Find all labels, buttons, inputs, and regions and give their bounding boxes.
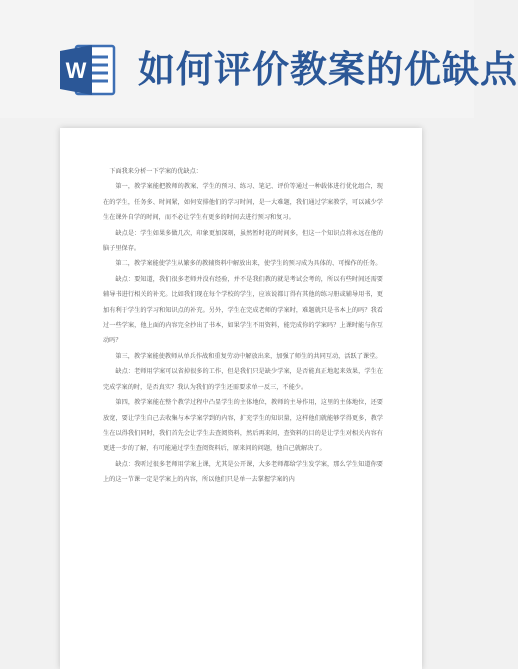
paragraph: 第一，教学案能把教师的教案、学生的预习、练习、笔记、评价等通过一种载体进行优化组合，现在的学生，任务多、时间紧，如何安排他们的学习时间，是一大难题，我们通过学案教学，可以减少学生在课外自学的时间，而不必让学生有更多的时间去进行预习和复习。	[103, 183, 383, 222]
document-page	[60, 128, 422, 669]
paragraph: 第二，教学案能使学生从繁多的教辅资料中解放出来，使学生的预习成为具体的、可操作的任务。	[115, 260, 382, 268]
paragraph: 缺点：要知道，我们很多老师并没有经验，并不是我们教的就是考试会考的，所以有些时间还需要辅导书进行相关的补充。比如我们现在每个学校的学生，应该说都订得有其他的练习册或辅导用书，更加有利于学生的学习和知识点的补充。另外，学生在完成老师的学案时，难题就只是书本上的吗？我看过一些学案，他上面的内容完全抄出了书本，如果学生不用资料，能完成你的学案吗？上课时能与你互动吗？	[103, 275, 383, 345]
paragraph: 缺点：老师用学案可以省掉很多的工作，但是我们只是缺少学案，是否能真正地起来效果，学生在完成学案的时，是否真实？我认为我们的学生还需要求单一反三，不能少。	[103, 368, 383, 391]
document-body	[103, 164, 383, 488]
page-title: 如何评价教案的优缺点	[138, 47, 518, 91]
paragraph: 第四，教学案能在整个教学过程中凸显学生的主体地位，教师的主导作用，这里的主体地位，还要放宽，要让学生自己去收集与本学案学到的内容，扩充学生的知识量，这样他们就能够学得更多，教学生在以得我们同时，我们首先会让学生去查阅资料，然后再来问，查资料的目的是让学生对相关内容有更进一步的了解，有可能通过学生查阅资料后，原来问的问题，他自己就解决了。	[103, 399, 383, 453]
header-banner	[0, 0, 518, 118]
word-icon-letter: W	[65, 58, 87, 83]
word-document-icon	[58, 40, 118, 100]
paragraph: 下面我来分析一下学案的优缺点：	[109, 168, 202, 175]
paragraph: 缺点是：学生如果多做几次，印象更加深刻，虽然暂时花的时间多，但这一个知识点将永远在他的脑子里保存。	[103, 229, 383, 253]
paragraph: 第三，教学案能使教师从单兵作战和重复劳动中解放出来，加强了师生的共同互动，活跃了课堂。	[115, 352, 382, 360]
paragraph: 缺点：我听过很多老师用学案上课，尤其是公开课，大多老师都给学生发学案，那么学生知道你要上的这一节课一定是学案上的内容，所以他们只是单一去掌握学案的内	[103, 460, 383, 484]
